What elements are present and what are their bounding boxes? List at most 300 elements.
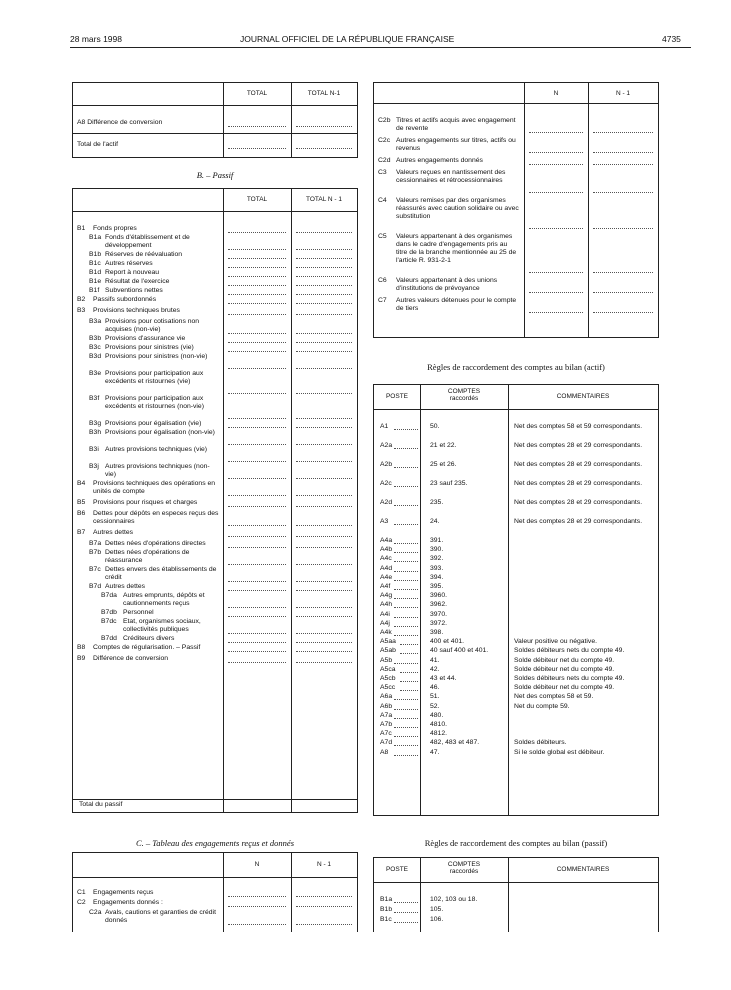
row-label: Fonds propres <box>93 225 137 232</box>
rule-comptes: 21 et 22. <box>430 442 457 449</box>
row-code: B3h <box>89 429 102 436</box>
value-line <box>296 267 352 268</box>
rule-poste: A7d <box>380 739 393 747</box>
rule-poste: A5cc <box>380 684 396 692</box>
value-line <box>394 745 418 746</box>
table-row <box>77 296 219 304</box>
rule-comptes: 24. <box>430 518 440 525</box>
rule-poste: A5ca <box>380 665 396 673</box>
rule-poste: A4d <box>380 564 393 572</box>
value-line <box>228 342 286 343</box>
value-line <box>394 580 418 581</box>
table-row <box>77 119 219 127</box>
row-label: Subventions nettes <box>105 287 163 294</box>
value-line <box>296 276 352 277</box>
rule-poste: A4j <box>380 619 390 627</box>
row-label: Autres dettes <box>105 583 146 590</box>
value-line <box>228 525 286 526</box>
table-row <box>77 260 219 268</box>
value-line <box>228 906 286 907</box>
header-page-number: 4735 <box>662 34 681 44</box>
row-code: B3c <box>89 344 101 351</box>
rule-poste: A1 <box>380 423 389 430</box>
value-line <box>296 590 352 591</box>
rule-poste: A4k <box>380 629 392 636</box>
row-code: C4 <box>378 197 387 204</box>
value-line <box>593 152 653 153</box>
table-row <box>378 169 520 185</box>
rule-poste: A6b <box>380 702 393 710</box>
column-header-commentaires: COMMENTAIRES <box>556 866 610 873</box>
row-code: C2d <box>378 157 391 164</box>
rule-comptes: 102, 103 ou 18. <box>430 896 478 903</box>
column-header: TOTAL N-1 <box>307 90 341 97</box>
value-line <box>394 607 418 608</box>
value-line <box>228 581 286 582</box>
value-line <box>228 276 286 277</box>
value-line <box>529 132 583 133</box>
value-line <box>228 590 286 591</box>
row-label: Valeurs appartenant à des unions d'institutions de prévoyance <box>396 277 498 292</box>
rule-comptes: 4810. <box>430 721 448 728</box>
value-line <box>296 333 352 334</box>
value-line <box>394 663 418 664</box>
row-label: Comptes de régularisation. – Passif <box>93 644 201 651</box>
column-header: N - 1 <box>615 90 631 97</box>
value-line <box>228 351 286 352</box>
row-label: Provisions pour égalisation (vie) <box>105 420 202 427</box>
value-line <box>296 642 352 643</box>
row-label: Valeurs reçues en nantissement des cessionnaires et rétrocessionnaires <box>396 169 506 184</box>
table-row <box>77 251 219 259</box>
table-row <box>77 566 219 582</box>
rule-poste: A7a <box>380 711 393 719</box>
row-label: Créditeurs divers <box>123 635 175 642</box>
table-row <box>77 909 219 925</box>
table-row <box>77 540 219 548</box>
value-line <box>228 633 286 634</box>
rule-commentaire: Si le solde global est débiteur. <box>514 748 605 756</box>
value-line <box>228 258 286 259</box>
rule-commentaire: Net du compte 59. <box>514 702 570 710</box>
rule-comptes: 400 et 401. <box>430 638 465 646</box>
rule-commentaire: Net des comptes 28 et 29 correspondants. <box>514 518 643 525</box>
row-label: Provisions pour sinistres (vie) <box>105 344 194 351</box>
column-divider <box>524 83 525 337</box>
row-code: B7d <box>89 583 102 590</box>
table-row <box>378 157 520 165</box>
value-line <box>296 525 352 526</box>
rule-poste: A4c <box>380 555 392 563</box>
value-line <box>394 561 418 562</box>
rule-comptes: 51. <box>430 693 440 701</box>
value-line <box>228 506 286 507</box>
row-code: B1f <box>89 287 100 294</box>
table-row <box>77 583 219 591</box>
rule-comptes: 23 sauf 235. <box>430 480 468 487</box>
rule-comptes: 482, 483 et 487. <box>430 739 480 747</box>
table-row <box>77 889 219 897</box>
rule-comptes: 25 et 26. <box>430 461 457 468</box>
table-row <box>77 635 219 643</box>
value-line <box>394 429 418 430</box>
rule-comptes: 390. <box>430 546 444 554</box>
rule-comptes: 393. <box>430 564 444 572</box>
value-line <box>394 571 418 572</box>
row-label: Provisions techniques brutes <box>93 307 180 314</box>
row-label: Provisions pour cotisations non acquises (non-vie) <box>105 318 200 333</box>
value-line <box>228 444 286 445</box>
table-row <box>77 420 219 428</box>
table-row <box>77 370 219 386</box>
column-header-comptes: COMPTES raccordés <box>447 388 481 402</box>
table-row <box>77 618 219 634</box>
table-row <box>378 117 520 133</box>
value-line <box>529 164 583 165</box>
rule-commentaire: Net des comptes 28 et 29 correspondants. <box>514 499 643 506</box>
value-line <box>228 642 286 643</box>
row-label: Autres engagements sur titres, actifs ou revenus <box>396 137 516 152</box>
row-code: B8 <box>77 644 86 651</box>
passif-table <box>72 188 358 813</box>
rule-comptes: 47. <box>430 748 440 756</box>
row-code: B9 <box>77 655 86 662</box>
value-line <box>296 342 352 343</box>
rule-poste: A6a <box>380 693 393 701</box>
table-row <box>77 234 219 250</box>
rule-comptes: 395. <box>430 583 444 590</box>
rule-poste: A4g <box>380 592 393 600</box>
row-label: Provisions pour sinistres (non-vie) <box>105 353 208 360</box>
value-line <box>296 249 352 250</box>
value-line <box>228 616 286 617</box>
table-row <box>378 137 520 153</box>
value-line <box>296 393 352 394</box>
value-line <box>296 126 352 127</box>
value-line <box>394 736 418 737</box>
value-line <box>228 333 286 334</box>
table-row <box>378 297 520 313</box>
table-row <box>77 592 219 608</box>
value-line <box>296 148 352 149</box>
rule-poste: A4i <box>380 610 390 618</box>
value-line <box>296 651 352 652</box>
value-line <box>228 285 286 286</box>
row-label: Dettes nées d'opérations directes <box>105 540 206 547</box>
value-line <box>400 681 418 682</box>
row-label: Provisions techniques des opérations en unités de compte <box>93 480 216 495</box>
row-label: Dettes envers des établissements de crédit <box>105 566 217 581</box>
row-label: Provisions pour participation aux excédents et ristournes (vie) <box>105 370 204 385</box>
value-line <box>394 486 418 487</box>
rule-poste: A5aa <box>380 638 396 646</box>
value-line <box>296 547 352 548</box>
column-divider <box>223 189 224 812</box>
row-code: B1 <box>77 225 86 232</box>
column-header: N - 1 <box>316 861 332 868</box>
row-label: Avals, cautions et garanties de crédit donnés <box>105 909 216 924</box>
value-line <box>529 152 583 153</box>
column-header: N <box>254 861 260 868</box>
value-line <box>593 132 653 133</box>
value-line <box>228 662 286 663</box>
rule-poste: A4f <box>380 583 391 590</box>
row-code: B1e <box>89 278 102 285</box>
rule-poste: A8 <box>380 748 389 756</box>
row-label: Passifs subordonnés <box>93 296 157 303</box>
rule-comptes: 394. <box>430 573 444 581</box>
value-line <box>296 314 352 315</box>
header-divider <box>73 211 357 212</box>
value-line <box>394 467 418 468</box>
column-header: N <box>553 90 559 97</box>
value-line <box>228 547 286 548</box>
value-line <box>394 922 418 923</box>
value-line <box>228 368 286 369</box>
table-row <box>77 287 219 295</box>
value-line <box>296 418 352 419</box>
column-divider <box>420 858 421 932</box>
table-row <box>77 644 219 652</box>
row-code: C2b <box>378 117 391 124</box>
row-code: B3f <box>89 395 100 402</box>
row-label: Report à nouveau <box>105 269 160 276</box>
table-row <box>77 269 219 277</box>
row-label: Etat, organismes sociaux, collectivités publiques <box>123 618 201 633</box>
actif-total-table <box>72 82 358 158</box>
row-code: B1d <box>89 269 102 276</box>
value-line <box>394 543 418 544</box>
column-header-poste: POSTE <box>385 393 409 400</box>
rule-comptes: 480. <box>430 711 444 719</box>
value-line <box>529 312 583 313</box>
rule-comptes: 3960. <box>430 592 448 600</box>
value-line <box>228 495 286 496</box>
value-line <box>296 294 352 295</box>
value-line <box>296 906 352 907</box>
row-code: C2 <box>77 899 86 906</box>
value-line <box>296 581 352 582</box>
row-code: C2a <box>89 909 102 916</box>
value-line <box>296 564 352 565</box>
row-label: Provisions pour participation aux excédents et ristournes (non-vie) <box>105 395 204 410</box>
value-line <box>593 228 653 229</box>
row-code: B7db <box>101 609 117 616</box>
value-line <box>296 607 352 608</box>
engagements-table <box>72 852 358 932</box>
value-line <box>529 228 583 229</box>
value-line <box>228 651 286 652</box>
value-line <box>529 292 583 293</box>
column-header-comptes: COMPTES raccordés <box>447 861 481 875</box>
row-label: A8 Différence de conversion <box>77 119 163 126</box>
header-divider <box>374 409 658 410</box>
value-line <box>593 164 653 165</box>
rule-comptes: 105. <box>430 906 444 913</box>
value-line <box>228 294 286 295</box>
rule-comptes: 391. <box>430 537 444 544</box>
column-header-commentaires: COMMENTAIRES <box>556 393 610 400</box>
row-code: B3a <box>89 318 102 325</box>
row-code: B2 <box>77 296 86 303</box>
row-label: Autres provisions techniques (non-vie) <box>105 463 210 478</box>
row-label: Différence de conversion <box>93 655 169 662</box>
row-label: Titres et actifs acquis avec engagement de revente <box>396 117 516 132</box>
column-divider <box>420 385 421 815</box>
value-line <box>228 267 286 268</box>
row-code: B5 <box>77 499 86 506</box>
table-row <box>77 278 219 286</box>
row-code: C7 <box>378 297 387 304</box>
value-line <box>394 589 418 590</box>
rule-commentaire: Net des comptes 28 et 29 correspondants. <box>514 480 643 487</box>
row-code: B7c <box>89 566 101 573</box>
row-label: Valeurs appartenant à des organismes dans le cadre d'engagements pris au titre de la branche mentionnée au 25 de l'article R. 931-2-1 <box>396 233 517 264</box>
header-divider <box>374 882 658 883</box>
rule-comptes: 42. <box>430 665 440 673</box>
value-line <box>228 249 286 250</box>
value-line <box>228 148 286 149</box>
value-line <box>394 598 418 599</box>
row-code: B7dd <box>101 635 117 642</box>
table-row <box>77 344 219 352</box>
value-line <box>296 896 352 897</box>
header-divider <box>374 103 658 104</box>
row-label: Engagements donnés : <box>93 899 163 906</box>
value-line <box>394 718 418 719</box>
rule-commentaire: Net des comptes 28 et 29 correspondants. <box>514 461 643 468</box>
row-label: Valeurs remises par des organismes réassurés avec caution solidaire ou avec substitution <box>396 197 519 220</box>
row-code: B7b <box>89 549 102 556</box>
value-line <box>529 272 583 273</box>
rule-poste: A4h <box>380 601 393 609</box>
passif-rules-title: Règles de raccordement des comptes au bilan (passif) <box>424 838 608 848</box>
value-line <box>296 495 352 496</box>
value-line <box>296 303 352 304</box>
value-line <box>228 461 286 462</box>
value-line <box>228 314 286 315</box>
table-row <box>77 429 219 437</box>
value-line <box>394 448 418 449</box>
table-row <box>77 141 219 149</box>
value-line <box>400 672 418 673</box>
rule-poste: A2c <box>380 480 392 487</box>
row-code: B1b <box>89 251 102 258</box>
rule-comptes: 106. <box>430 916 444 923</box>
header-date: 28 mars 1998 <box>70 34 122 44</box>
table-row <box>378 197 520 221</box>
rule-poste: A7b <box>380 721 393 728</box>
table-row <box>77 335 219 343</box>
value-line <box>228 393 286 394</box>
table-row <box>77 353 219 361</box>
row-code: B7 <box>77 529 86 536</box>
rule-poste: B1b <box>380 906 393 913</box>
value-line <box>296 461 352 462</box>
table-row <box>77 899 219 907</box>
column-header-poste: POSTE <box>385 866 409 873</box>
row-label: Autres engagements donnés <box>396 157 483 164</box>
value-line <box>394 699 418 700</box>
rule-poste: A3 <box>380 518 389 525</box>
rule-comptes: 3962. <box>430 601 448 609</box>
table-row <box>77 446 219 454</box>
value-line <box>296 662 352 663</box>
table-row <box>77 480 219 496</box>
column-header: TOTAL N - 1 <box>306 196 342 203</box>
value-line <box>228 418 286 419</box>
row-label: Personnel <box>123 609 154 616</box>
value-line <box>228 232 286 233</box>
row-label: Autres réserves <box>105 260 153 267</box>
row-divider <box>73 133 357 134</box>
header-divider <box>73 877 357 878</box>
rule-commentaire: Soldes débiteurs nets du compte 49. <box>514 675 625 682</box>
engagements-table-continued <box>373 82 659 338</box>
table-row <box>77 609 219 617</box>
row-code: B3d <box>89 353 102 360</box>
value-line <box>228 896 286 897</box>
row-label: Autres emprunts, dépôts et cautionnements reçus <box>123 592 205 607</box>
value-line <box>296 444 352 445</box>
value-line <box>296 368 352 369</box>
total-divider <box>73 799 357 800</box>
value-line <box>394 626 418 627</box>
value-line <box>296 506 352 507</box>
value-line <box>593 312 653 313</box>
row-label: Total de l'actif <box>77 141 118 148</box>
table-row <box>77 510 219 526</box>
rule-poste: A4e <box>380 573 393 581</box>
rule-comptes: 392. <box>430 555 444 563</box>
table-row <box>77 225 219 233</box>
row-code: B3g <box>89 420 102 427</box>
table-row <box>77 318 219 334</box>
value-line <box>593 292 653 293</box>
row-code: B3i <box>89 446 99 453</box>
value-line <box>394 912 418 913</box>
rule-poste: A4a <box>380 537 393 544</box>
value-line <box>228 126 286 127</box>
rule-commentaire: Net des comptes 58 et 59. <box>514 693 594 701</box>
engagements-title: C. – Tableau des engagements reçus et donnés <box>135 838 295 848</box>
row-label: Provisions pour égalisation (non-vie) <box>105 429 215 436</box>
row-code: C6 <box>378 277 387 284</box>
value-line <box>593 192 653 193</box>
value-line <box>296 616 352 617</box>
row-label: Engagements reçus <box>93 889 154 896</box>
rule-poste: B1a <box>380 896 393 903</box>
row-code: B1c <box>89 260 101 267</box>
rule-poste: A5b <box>380 656 393 664</box>
rule-poste: A2b <box>380 461 393 468</box>
table-row <box>77 655 219 663</box>
table-row <box>77 307 219 315</box>
rule-commentaire: Solde débiteur net du compte 49. <box>514 684 615 692</box>
column-header: TOTAL <box>246 196 268 203</box>
rule-comptes: 3970. <box>430 610 448 618</box>
rule-comptes: 235. <box>430 499 444 506</box>
value-line <box>296 258 352 259</box>
row-label: Résultat de l'exercice <box>105 278 170 285</box>
table-row <box>77 463 219 479</box>
rule-poste: A5ab <box>380 647 396 655</box>
rule-poste: A4b <box>380 546 393 554</box>
row-code: B4 <box>77 480 86 487</box>
rule-commentaire: Soldes débiteurs nets du compte 49. <box>514 647 625 655</box>
value-line <box>394 727 418 728</box>
row-code: C1 <box>77 889 86 896</box>
